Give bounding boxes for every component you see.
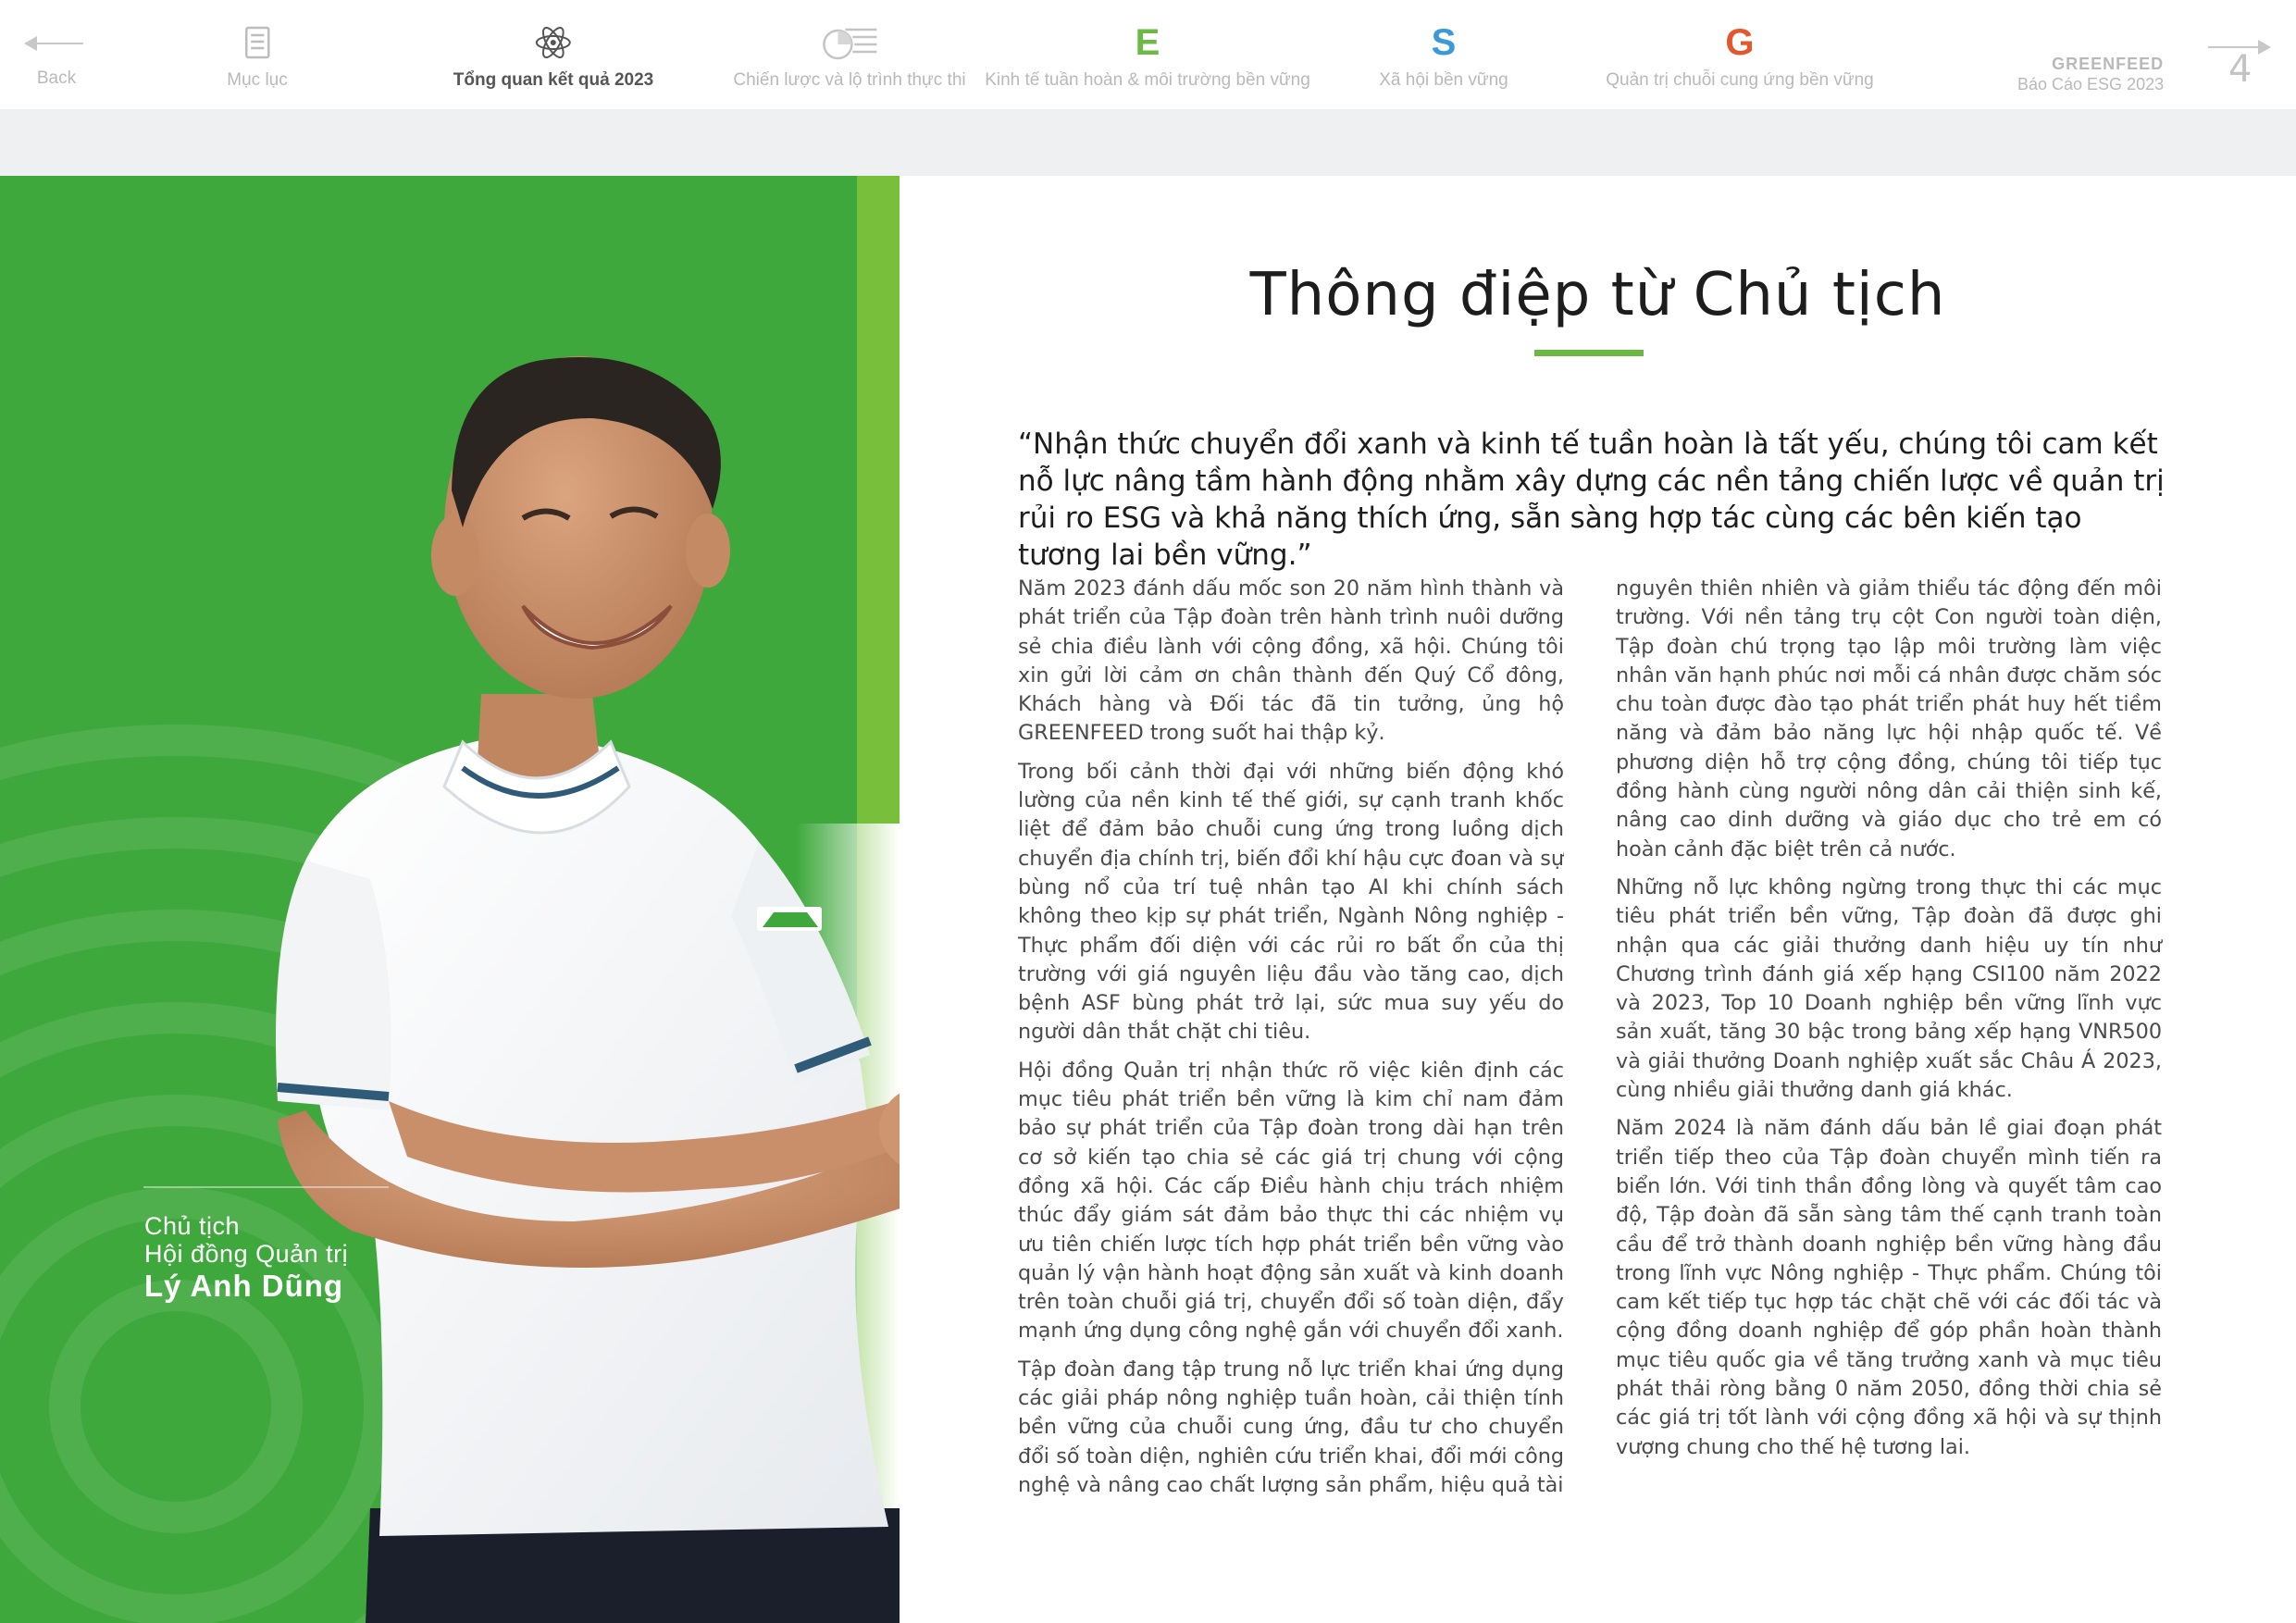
chairman-photo-panel [0, 176, 900, 1623]
e-letter-icon: E [1135, 22, 1160, 63]
nav-overview-label: Tổng quan kết quả 2023 [453, 70, 654, 90]
top-navigation [0, 0, 2296, 109]
chart-icon [733, 20, 965, 65]
chairman-quote: “Nhận thức chuyển đổi xanh và kinh tế tuần hoàn là tất yếu, chúng tôi cam kết nỗ lực nâng tầm hành động nhằm xây dựng các nền tảng chiến lược về quản trị rủi ro ESG và khả năng thích ứng, sẵn sàng hợp tác cùng các bên kiến tạo tương lai bền vững.” [1018, 427, 2165, 572]
chairman-portrait [0, 176, 900, 1623]
g-letter-icon: G [1725, 22, 1755, 63]
nav-governance-label: Quản trị chuỗi cung ứng bền vững [1606, 70, 1874, 90]
body-column-right [1616, 575, 2162, 1471]
brand-name: GREENFEED [2052, 55, 2165, 73]
nav-back-label: Back [36, 68, 77, 88]
caption-name: Lý Anh Dũng [144, 1269, 344, 1303]
paragraph: Hội đồng Quản trị nhận thức rõ việc kiên định các mục tiêu phát triển bền vững là kim chỉ nam đảm bảo sự phát triển của Tập đoàn trong dài hạn trên cơ sở kiến tạo chia sẻ các giá trị chung với cộng đồng xã hội. Các cấp Điều hành chịu trách nhiệm thúc đẩy giám sát đảm bảo thực thi các nhiệm vụ ưu tiên chiến lược tích hợp phát triển bền vững vào quản lý vận hành hoạt động sản xuất và kinh doanh trên toàn chuỗi giá trị, chuyển đổi số toàn diện, đẩy mạnh ứng dụng công nghệ gắn với chuyển đổi xanh. [1018, 1058, 1564, 1344]
nav-toc[interactable] [227, 20, 287, 91]
nav-environment[interactable] [985, 20, 1310, 91]
paragraph: Trong bối cảnh thời đại với những biến động khó lường của nền kinh tế thế giới, sự cạnh tranh khốc liệt để đảm bảo chuỗi cung ứng trong luồng dịch chuyển địa chính trị, biến đổi khí hậu cực đoan và sự bùng nổ của trí tuệ nhân tạo AI khi chính sách không theo kịp sự phát triển, Ngành Nông nghiệp - Thực phẩm đối diện với các rủi ro bất ổn của thị trường với giá nguyên liệu đầu vào tăng cao, dịch bệnh ASF bùng phát trở lại, sức mua suy yếu do người dân thắt chặt chi tiêu. [1018, 759, 1564, 1045]
caption-role-chairman: Chủ tịch [144, 1212, 241, 1240]
paragraph: Năm 2023 đánh dấu mốc son 20 năm hình thành và phát triển của Tập đoàn trên hành trình nuôi dưỡng sẻ chia điều lành với cộng đồng, xã hội. Chúng tôi xin gửi lời cảm ơn chân thành đến Quý Cổ đông, Khách hàng và Đối tác đã tin tưởng, ủng hộ GREENFEED trong suốt hai thập kỷ. [1018, 576, 1564, 746]
paragraph: Năm 2024 là năm đánh dấu bản lề giai đoạn phát triển tiếp theo của Tập đoàn chuyển mình tiến ra biển lớn. Với tinh thần đồng lòng và quyết tâm cao độ, Tập đoàn đã sẵn sàng tâm thế cạnh tranh toàn cầu để trở thành doanh nghiệp bền vững hàng đầu trong lĩnh vực Nông nghiệp - Thực phẩm. Chúng tôi cam kết tiếp tục hợp tác chặt chẽ với các đối tác và cộng đồng doanh nghiệp để góp phần hoàn thành mục tiêu quốc gia về tăng trưởng xanh và mục tiêu phát thải ròng bằng 0 năm 2050, đồng thời chia sẻ các giá trị tốt lành với cộng đồng xã hội và sự thịnh vượng chung cho thế hệ tương lai. [1616, 1116, 2162, 1459]
header-band [0, 109, 2296, 176]
atom-icon [453, 20, 653, 65]
paragraph: Tập đoàn đang tập trung nỗ lực triển khai ứng dụng các giải pháp nông nghiệp tuần hoàn, cải thiện tính bền vững của chuỗi cung ứng, đầu tư cho chuyển đổi số toàn diện, nghiên cứu triển khai, đổi mới công nghệ và nâng cao chất lượng sản phẩm, hiệu quả tài [1018, 1357, 1564, 1497]
caption-role-board: Hội đồng Quản trị [144, 1240, 349, 1268]
report-name: Báo Cáo ESG 2023 [2017, 75, 2165, 93]
list-icon [227, 20, 287, 65]
nav-social[interactable] [1379, 20, 1508, 91]
nav-back[interactable] [37, 68, 76, 89]
page-title: Thông điệp từ Chủ tịch [1249, 261, 1946, 329]
body-column-left [1018, 575, 1564, 1500]
page-number: 4 [2228, 48, 2253, 91]
nav-governance[interactable] [1606, 20, 1874, 91]
chairman-caption [144, 1212, 348, 1305]
nav-overview[interactable] [453, 20, 653, 91]
nav-environment-label: Kinh tế tuần hoàn & môi trường bền vững [985, 70, 1310, 90]
nav-strategy-label: Chiến lược và lộ trình thực thi [733, 70, 966, 90]
paragraph: nguyên thiên nhiên và giảm thiểu tác động đến môi trường. Với nền tảng trụ cột Con người toàn diện, Tập đoàn chú trọng tạo lập môi trường làm việc nhân văn hạnh phúc nơi mỗi cá nhân được chăm sóc chu toàn được đào tạo phát triển phát huy hết tiềm năng và đảm bảo năng lực hội nhập quốc tế. Về phương diện hỗ trợ cộng đồng, chúng tôi tiếp tục đồng hành cùng người nông dân cải thiện sinh kế, nâng cao dinh dưỡng và giáo dục cho trẻ em có hoàn cảnh đặc biệt trên cả nước. [1616, 576, 2162, 861]
report-brand [2017, 54, 2164, 94]
title-underline [1534, 350, 1644, 356]
caption-divider [143, 1186, 389, 1188]
back-arrow-icon[interactable] [26, 43, 83, 44]
s-letter-icon: S [1431, 22, 1457, 63]
nav-social-label: Xã hội bền vững [1379, 70, 1508, 90]
paragraph: Những nỗ lực không ngừng trong thực thi các mục tiêu phát triển bền vững, Tập đoàn đã được ghi nhận qua các giải thưởng danh hiệu uy tín như Chương trình đánh giá xếp hạng CSI100 năm 2022 và 2023, Top 10 Doanh nghiệp bền vững lĩnh vực sản xuất, tăng 30 bậc trong bảng xếp hạng VNR500 và giải thưởng Doanh nghiệp xuất sắc Châu Á 2023, cùng nhiều giải thưởng danh giá khác. [1616, 874, 2162, 1103]
nav-toc-label: Mục lục [227, 70, 288, 90]
nav-strategy[interactable] [733, 20, 965, 91]
